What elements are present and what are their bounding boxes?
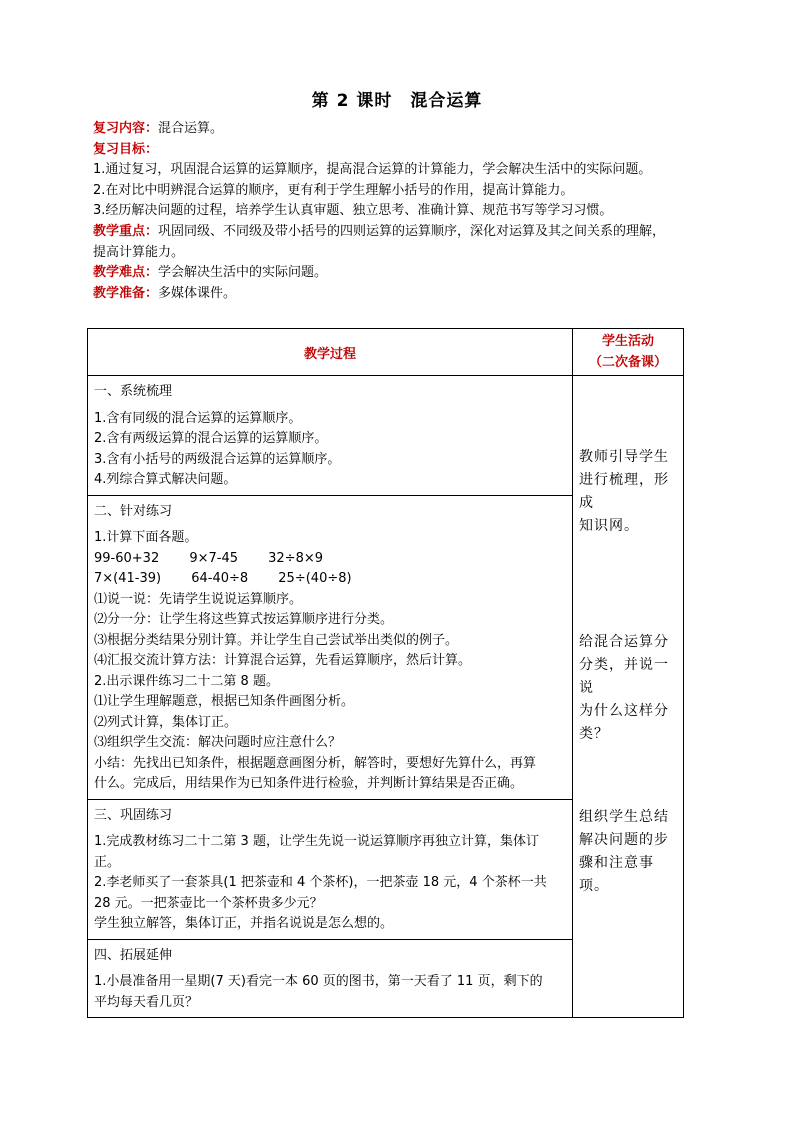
list-item: 28 元。一把茶壶比一个茶杯贵多少元？ [94, 895, 323, 911]
list-item: 2.含有两级运算的混合运算的运算顺序。 [94, 431, 328, 446]
side-note: 进行梳理，形成 [579, 472, 669, 511]
review-content-line: 复习内容：混合运算。 [93, 121, 224, 136]
list-item: 学生独立解答，集体订正，并指名说说是怎么想的。 [94, 916, 394, 931]
section-title: 三、巩固练习 [94, 807, 173, 823]
list-item: ⑴说一说：先请学生说说运算顺序。 [94, 591, 303, 607]
list-item: ⑴让学生理解题意，根据已知条件画图分析。 [94, 694, 355, 709]
list-item: ⑷汇报交流计算方法：计算混合运算，先看运算顺序，然后计算。 [94, 653, 472, 668]
section-title: 一、系统梳理 [94, 384, 173, 399]
prep-label: 教学准备 [93, 285, 146, 301]
goal-item: 2.在对比中明辨混合运算的顺序，更有利于学生理解小括号的作用，提高计算能力。 [93, 182, 574, 198]
header-student-activity [573, 329, 684, 376]
summary-text: 什么。完成后，用结果作为已知条件进行检验，并判断计算结果是否正确。 [94, 776, 524, 791]
student-activity-cell [573, 376, 684, 1018]
lesson-table [87, 328, 684, 1018]
review-goal-line: 复习目标： [93, 141, 159, 157]
key-point-text: 巩固同级、不同级及带小括号的四则运算的运算顺序，深化对运算及其之间关系的理解， [158, 223, 666, 239]
list-item: ⑵列式计算，集体订正。 [94, 714, 238, 730]
section-extension [88, 939, 572, 1018]
list-item: 1.计算下面各题。 [94, 530, 198, 545]
difficulty-text: 学会解决生活中的实际问题。 [158, 265, 328, 281]
side-note: 给混合运算分 [579, 634, 669, 650]
key-point-line: 教学重点：巩固同级、不同级及带小括号的四则运算的运算顺序，深化对运算及其之间关系的理解， [93, 223, 666, 239]
section-title: 四、拓展延伸 [94, 947, 173, 963]
header-student-activity-title: 学生活动 [601, 334, 654, 349]
list-item: 3.含有小括号的两级混合运算的运算顺序。 [94, 451, 341, 467]
summary-text: 小结：先找出已知条件，根据题意画图分析，解答时，要想好先算什么，再算 [94, 755, 537, 771]
section-title: 二、针对练习 [94, 503, 173, 519]
list-item: ⑶根据分类结果分别计算。并让学生自己尝试举出类似的例子。 [94, 632, 459, 648]
list-item: 1.完成教材练习二十二第 3 题，让学生先说一说运算顺序再独立计算，集体订 [94, 834, 539, 849]
side-note: 教师引导学生 [579, 449, 669, 465]
list-item: 2.李老师买了一套茶具(1 把茶壶和 4 个茶杯)，一把茶壶 18 元，4 个茶杯一共 [94, 875, 547, 890]
goal-item: 3.经历解决问题的过程，培养学生认真审题、独立思考、准确计算、规范书写等学习习惯。 [93, 203, 613, 219]
prep-text: 多媒体课件。 [158, 285, 237, 301]
side-note: 骤和注意事项。 [579, 855, 654, 894]
side-note: 类？ [579, 726, 609, 742]
key-point-label: 教学重点 [93, 223, 146, 239]
section-consolidation [88, 799, 572, 939]
page-title: 第 2 课时 混合运算 [311, 91, 483, 111]
lesson-intro [93, 119, 723, 304]
review-content: 混合运算。 [158, 121, 224, 136]
list-item: 平均每天看几页？ [94, 994, 199, 1010]
list-item: 正。 [94, 854, 121, 870]
list-item: ⑶组织学生交流：解决问题时应注意什么？ [94, 735, 342, 750]
difficulty-label: 教学难点 [93, 265, 146, 281]
list-item: 4.列综合算式解决问题。 [94, 472, 237, 487]
side-note: 分类，并说一说 [579, 657, 669, 696]
header-teaching-process: 教学过程 [88, 329, 573, 376]
list-item: 2.出示课件练习二十二第 8 题。 [94, 673, 279, 689]
side-note: 知识网。 [579, 518, 639, 534]
side-note: 解决问题的步 [579, 832, 669, 848]
review-goal-label: 复习目标 [93, 141, 146, 157]
list-item: 1.小晨准备用一星期(7 天)看完一本 60 页的图书，第一天看了 11 页，剩下的 [94, 974, 543, 989]
teaching-process-cell [88, 376, 573, 1018]
section-review [88, 382, 572, 495]
header-second-prep: （二次备课） [588, 355, 667, 370]
list-item: ⑵分一分：让学生将这些算式按运算顺序进行分类。 [94, 612, 394, 627]
side-note: 组织学生总结 [579, 809, 669, 825]
prep-line: 教学准备：多媒体课件。 [93, 285, 237, 301]
table-body-row [88, 376, 684, 1018]
math-expressions: 7×(41-39) 64-40÷8 25÷(40÷8) [94, 571, 352, 586]
side-note: 为什么这样分 [579, 703, 669, 719]
review-content-label: 复习内容 [93, 121, 146, 136]
section-practice [88, 495, 572, 799]
goal-item: 1.通过复习，巩固混合运算的运算顺序，提高混合运算的计算能力，学会解决生活中的实际问题。 [93, 162, 652, 178]
difficulty-line: 教学难点：学会解决生活中的实际问题。 [93, 265, 328, 281]
table-header-row [88, 329, 684, 376]
list-item: 1.含有同级的混合运算的运算顺序。 [94, 410, 302, 426]
key-point-cont: 提高计算能力。 [93, 244, 185, 260]
math-expressions: 99-60+32 9×7-45 32÷8×9 [94, 550, 324, 566]
